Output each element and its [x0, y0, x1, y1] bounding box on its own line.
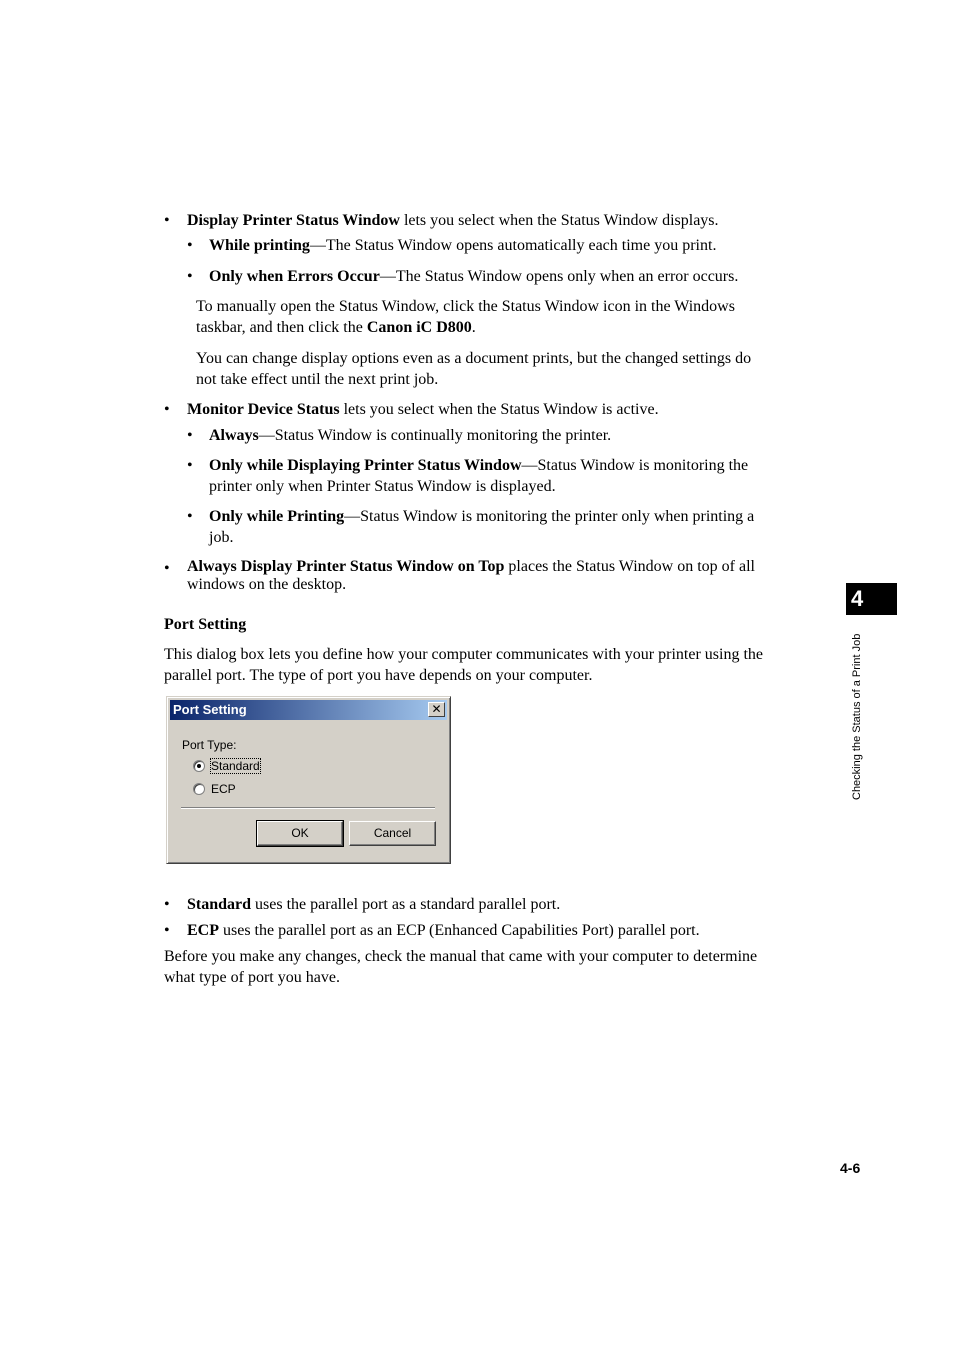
bullet-mark: • [187, 237, 193, 254]
always-on-top-item: Always Display Printer Status Window on Top places the Status Window on top of all windows on the desktop. [187, 558, 755, 593]
note-display-options [196, 348, 751, 390]
errors-occur-item [209, 266, 738, 287]
note-line: To manually open the Status Window, click the Status Window icon in the Windows [196, 298, 735, 315]
while-displaying-item: Only while Displaying Printer Status Window—Status Window is monitoring the printer only when Printer Status Window is displayed. [209, 457, 749, 495]
radio-selected-dot [197, 764, 201, 768]
bullet-mark: • [164, 401, 170, 418]
dialog-separator [181, 807, 435, 809]
note-line: taskbar, and then click the Canon iC D800. [196, 319, 476, 336]
chapter-tab: 4 [846, 583, 897, 615]
standard-radio[interactable] [193, 760, 205, 772]
monitor-status-item: Monitor Device Status lets you select when the Status Window is active. [187, 401, 659, 418]
desc: —The Status Window opens automatically each time you print. [309, 237, 717, 254]
bullet-mark: • [187, 508, 193, 525]
bullet-mark: • [164, 896, 170, 913]
bullet-mark: • [187, 268, 193, 285]
bullet-mark: • [187, 457, 193, 474]
term: While printing [209, 237, 310, 254]
while-printing-monitor-item: Only while Printing—Status Window is monitoring the printer only when printing a job. [209, 508, 755, 546]
page-number: 4-6 [840, 1160, 861, 1176]
term: Display Printer Status Window [187, 212, 400, 229]
standard-radio-label[interactable]: Standard [211, 759, 260, 773]
bullet-mark: • [187, 427, 193, 444]
bullet-mark: • [164, 922, 170, 939]
cancel-button[interactable]: Cancel [349, 821, 436, 846]
display-status-item [187, 210, 719, 231]
dialog-title: Port Setting [173, 702, 247, 717]
ecp-radio[interactable] [193, 783, 205, 795]
port-type-label: Port Type: [182, 738, 237, 752]
term: Only when Errors Occur [209, 268, 380, 285]
ok-button[interactable]: OK [257, 821, 343, 846]
desc: —The Status Window opens only when an error occurs. [379, 268, 739, 285]
while-printing-item [209, 235, 716, 256]
dialog-titlebar [170, 700, 447, 720]
port-setting-dialog [166, 696, 451, 864]
chapter-side-label: Checking the Status of a Print Job [851, 633, 863, 800]
note-manual-open [196, 296, 735, 338]
port-intro: This dialog box lets you define how your computer communicates with your printer using the parallel port. The type of port you have depends on your computer. [164, 646, 763, 684]
note-line: You can change display options even as a document prints, but the changed settings do [196, 350, 752, 367]
bullet-mark: • [164, 212, 170, 229]
desc: lets you select when the Status Window displays. [399, 212, 719, 229]
ecp-item: ECP uses the parallel port as an ECP (Enhanced Capabilities Port) parallel port. [187, 922, 700, 939]
note-line: not take effect until the next print job. [196, 371, 439, 388]
close-icon: ✕ [431, 702, 442, 716]
always-item: Always—Status Window is continually monitoring the printer. [209, 427, 612, 444]
bullet-mark: • [164, 560, 170, 577]
close-button[interactable] [428, 702, 445, 717]
port-setting-heading: Port Setting [164, 616, 247, 633]
ecp-radio-label[interactable]: ECP [211, 782, 236, 796]
standard-item: Standard uses the parallel port as a standard parallel port. [187, 896, 561, 913]
closing-paragraph: Before you make any changes, check the manual that came with your computer to determine what type of port you have. [164, 948, 758, 986]
